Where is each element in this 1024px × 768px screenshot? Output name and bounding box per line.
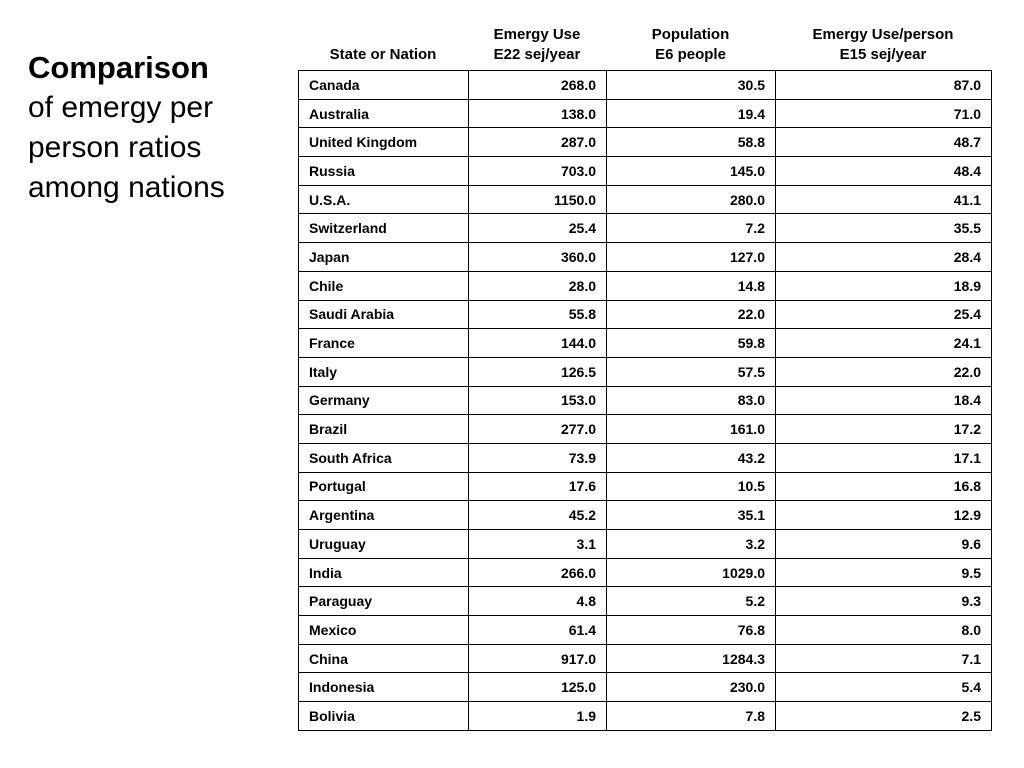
emergy-per-person-cell: 71.0 (776, 99, 992, 128)
emergy-use-cell: 125.0 (469, 673, 607, 702)
population-cell: 22.0 (607, 300, 776, 329)
table-row (299, 243, 992, 272)
population-cell: 127.0 (607, 243, 776, 272)
nation-cell: Brazil (299, 415, 469, 444)
population-cell: 7.8 (607, 702, 776, 731)
emergy-use-cell: 917.0 (469, 644, 607, 673)
column-header-emergy-use: Emergy Use E22 sej/year (493, 26, 581, 63)
emergy-per-person-cell: 9.3 (776, 587, 992, 616)
emergy-per-person-cell: 18.4 (776, 386, 992, 415)
emergy-use-cell: 28.0 (469, 271, 607, 300)
nation-cell: Chile (299, 271, 469, 300)
emergy-per-person-cell: 16.8 (776, 472, 992, 501)
table-row (299, 357, 992, 386)
emergy-per-person-cell: 22.0 (776, 357, 992, 386)
emergy-per-person-cell: 17.1 (776, 443, 992, 472)
emergy-per-person-cell: 9.6 (776, 530, 992, 559)
population-cell: 161.0 (607, 415, 776, 444)
population-cell: 57.5 (607, 357, 776, 386)
population-cell: 1029.0 (607, 558, 776, 587)
population-cell: 59.8 (607, 329, 776, 358)
table-row (299, 558, 992, 587)
emergy-per-person-cell: 7.1 (776, 644, 992, 673)
population-cell: 280.0 (607, 185, 776, 214)
table-row (299, 329, 992, 358)
column-header-population: Population E6 people (651, 26, 730, 63)
nation-cell: South Africa (299, 443, 469, 472)
nation-cell: Indonesia (299, 673, 469, 702)
emergy-table (298, 70, 992, 731)
population-cell: 10.5 (607, 472, 776, 501)
table-row (299, 214, 992, 243)
nation-cell: Germany (299, 386, 469, 415)
emergy-use-cell: 1150.0 (469, 185, 607, 214)
population-cell: 30.5 (607, 71, 776, 100)
nation-cell: Saudi Arabia (299, 300, 469, 329)
table-row (299, 415, 992, 444)
emergy-use-cell: 144.0 (469, 329, 607, 358)
emergy-use-cell: 73.9 (469, 443, 607, 472)
nation-cell: United Kingdom (299, 128, 469, 157)
emergy-use-cell: 61.4 (469, 616, 607, 645)
nation-cell: Uruguay (299, 530, 469, 559)
table-row (299, 386, 992, 415)
emergy-use-cell: 703.0 (469, 157, 607, 186)
emergy-per-person-cell: 9.5 (776, 558, 992, 587)
emergy-per-person-cell: 2.5 (776, 702, 992, 731)
population-cell: 35.1 (607, 501, 776, 530)
emergy-use-cell: 277.0 (469, 415, 607, 444)
emergy-table-body (299, 71, 992, 731)
population-cell: 1284.3 (607, 644, 776, 673)
emergy-per-person-cell: 87.0 (776, 71, 992, 100)
table-row (299, 587, 992, 616)
emergy-per-person-cell: 25.4 (776, 300, 992, 329)
emergy-per-person-cell: 12.9 (776, 501, 992, 530)
population-cell: 3.2 (607, 530, 776, 559)
emergy-use-cell: 287.0 (469, 128, 607, 157)
emergy-use-cell: 25.4 (469, 214, 607, 243)
nation-cell: India (299, 558, 469, 587)
emergy-use-cell: 138.0 (469, 99, 607, 128)
population-cell: 145.0 (607, 157, 776, 186)
table-row (299, 128, 992, 157)
nation-cell: France (299, 329, 469, 358)
title-subtitle: of emergy per person ratios among nations (28, 91, 225, 204)
nation-cell: Switzerland (299, 214, 469, 243)
population-cell: 19.4 (607, 99, 776, 128)
emergy-use-cell: 55.8 (469, 300, 607, 329)
emergy-per-person-cell: 48.7 (776, 128, 992, 157)
table-row (299, 472, 992, 501)
title-heading: Comparison (28, 50, 209, 85)
population-cell: 83.0 (607, 386, 776, 415)
table-row (299, 530, 992, 559)
nation-cell: Argentina (299, 501, 469, 530)
emergy-per-person-cell: 41.1 (776, 185, 992, 214)
population-cell: 76.8 (607, 616, 776, 645)
emergy-use-cell: 3.1 (469, 530, 607, 559)
nation-cell: Portugal (299, 472, 469, 501)
nation-cell: Mexico (299, 616, 469, 645)
emergy-per-person-cell: 28.4 (776, 243, 992, 272)
emergy-per-person-cell: 48.4 (776, 157, 992, 186)
nation-cell: Russia (299, 157, 469, 186)
table-row (299, 71, 992, 100)
table-row (299, 501, 992, 530)
emergy-use-cell: 360.0 (469, 243, 607, 272)
table-row (299, 443, 992, 472)
table-row (299, 644, 992, 673)
emergy-use-cell: 4.8 (469, 587, 607, 616)
emergy-per-person-cell: 5.4 (776, 673, 992, 702)
nation-cell: Bolivia (299, 702, 469, 731)
emergy-per-person-cell: 24.1 (776, 329, 992, 358)
nation-cell: Japan (299, 243, 469, 272)
emergy-use-cell: 126.5 (469, 357, 607, 386)
population-cell: 43.2 (607, 443, 776, 472)
emergy-use-cell: 45.2 (469, 501, 607, 530)
table-row (299, 99, 992, 128)
emergy-use-cell: 17.6 (469, 472, 607, 501)
nation-cell: Paraguay (299, 587, 469, 616)
emergy-per-person-cell: 17.2 (776, 415, 992, 444)
slide-title (28, 48, 288, 208)
population-cell: 5.2 (607, 587, 776, 616)
table-row (299, 673, 992, 702)
emergy-per-person-cell: 18.9 (776, 271, 992, 300)
population-cell: 58.8 (607, 128, 776, 157)
emergy-per-person-cell: 35.5 (776, 214, 992, 243)
table-row (299, 702, 992, 731)
column-header-emergy-per-person: Emergy Use/person E15 sej/year (812, 26, 954, 63)
nation-cell: Italy (299, 357, 469, 386)
table-row (299, 271, 992, 300)
emergy-per-person-cell: 8.0 (776, 616, 992, 645)
table-row (299, 300, 992, 329)
table-row (299, 616, 992, 645)
population-cell: 7.2 (607, 214, 776, 243)
nation-cell: U.S.A. (299, 185, 469, 214)
nation-cell: China (299, 644, 469, 673)
nation-cell: Australia (299, 99, 469, 128)
population-cell: 14.8 (607, 271, 776, 300)
emergy-use-cell: 1.9 (469, 702, 607, 731)
column-header-state: State or Nation (329, 46, 437, 63)
table-row (299, 185, 992, 214)
population-cell: 230.0 (607, 673, 776, 702)
nation-cell: Canada (299, 71, 469, 100)
emergy-use-cell: 266.0 (469, 558, 607, 587)
emergy-use-cell: 153.0 (469, 386, 607, 415)
table-row (299, 157, 992, 186)
emergy-use-cell: 268.0 (469, 71, 607, 100)
